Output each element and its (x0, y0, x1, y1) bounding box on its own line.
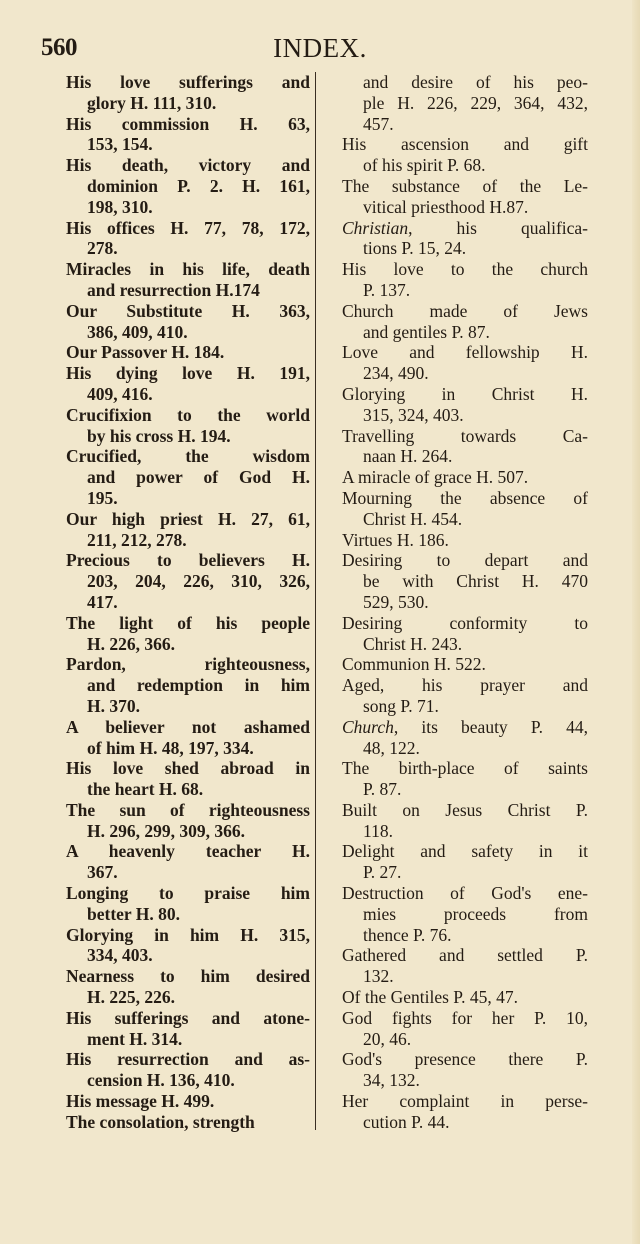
entry-continuation-line: cension H. 136, 410. (87, 1070, 235, 1091)
index-entry (342, 1091, 588, 1133)
index-entry (66, 218, 310, 260)
entry-heading-line: His love sufferings and (66, 72, 310, 92)
entry-heading-line: Miracles in his life, death (66, 259, 310, 280)
entry-heading-line: His death, victory and (66, 155, 310, 176)
entry-heading-line: Desiring conformity to (342, 612, 588, 633)
entry-heading-line: His ascension and gift (342, 134, 588, 155)
index-entry (342, 550, 588, 612)
entry-continuation-line: P. 27. (363, 862, 402, 883)
entry-continuation-line: 457. (363, 113, 394, 134)
entry-heading-line: Crucified, the wisdom (66, 446, 310, 467)
entry-heading-line: His commission H. 63, (66, 113, 310, 134)
index-column-left (66, 72, 310, 1133)
index-entry (342, 613, 588, 655)
index-entry (66, 72, 310, 114)
entry-continuation-line: be with Christ H. 470 (363, 571, 588, 592)
index-entry (66, 966, 310, 1008)
entry-continuation-line: of his spirit P. 68. (363, 155, 486, 176)
index-entry (342, 945, 588, 987)
entry-continuation-line: cution P. 44. (363, 1111, 450, 1132)
entry-continuation-line: and resurrection H.174 (87, 279, 260, 300)
entry-continuation-line: thence P. 76. (363, 924, 452, 945)
index-entry (342, 717, 588, 759)
entry-continuation-line: 203, 204, 226, 310, 326, (87, 571, 310, 592)
entry-continuation-line: tions P. 15, 24. (363, 238, 467, 259)
entry-continuation-line: the heart H. 68. (87, 779, 204, 800)
entry-heading-line: Built on Jesus Christ P. (342, 799, 588, 820)
index-entry (342, 218, 588, 260)
entry-continuation-line: 278. (87, 238, 118, 259)
entry-heading-line: Gathered and settled P. (342, 945, 588, 966)
entry-heading-line: God's presence there P. (342, 1049, 588, 1070)
index-entry (66, 1008, 310, 1050)
index-entry (66, 717, 310, 759)
entry-continuation-line: and power of God H. (87, 467, 310, 488)
entry-continuation-line: 48, 122. (363, 737, 420, 758)
index-entry (66, 405, 310, 447)
index-entry (342, 654, 588, 675)
entry-continuation-line: 211, 212, 278. (87, 529, 187, 550)
entry-continuation-line: 367. (87, 862, 118, 883)
index-entry (342, 987, 588, 1008)
index-entry (66, 800, 310, 842)
index-entry (66, 883, 310, 925)
index-entry (342, 342, 588, 384)
entry-continuation-line: better H. 80. (87, 903, 180, 924)
index-entry (342, 134, 588, 176)
entry-heading-line: Delight and safety in it (342, 841, 588, 862)
entry-heading-line: The substance of the Le- (342, 175, 588, 196)
entry-heading-line: Crucifixion to the world (66, 404, 310, 425)
entry-heading-line: Longing to praise him (66, 883, 310, 904)
index-entry (342, 384, 588, 426)
entry-heading-line: Mourning the absence of (342, 487, 588, 508)
entry-heading-line: His message H. 499. (66, 1091, 215, 1112)
entry-heading-line (342, 218, 588, 239)
entry-continuation-line: 386, 409, 410. (87, 321, 188, 342)
entry-continuation-line: 198, 310. (87, 196, 153, 217)
entry-heading-line: The consolation, strength (66, 1111, 255, 1132)
entry-text: , its beauty P. 44, (393, 716, 588, 737)
index-entry (66, 155, 310, 217)
entry-heading-line: Communion H. 522. (342, 654, 486, 675)
index-entry (342, 758, 588, 800)
index-entry (66, 509, 310, 551)
entry-continuation-line: 153, 154. (87, 134, 153, 155)
index-entry (342, 841, 588, 883)
entry-continuation-line: and redemption in him (87, 675, 310, 696)
entry-heading-line: Our Substitute H. 363, (66, 300, 310, 321)
index-entry (342, 675, 588, 717)
entry-heading-line: The birth-place of saints (342, 758, 588, 779)
index-entry (66, 613, 310, 655)
entry-continuation-line: by his cross H. 194. (87, 425, 231, 446)
index-entry (66, 1112, 310, 1133)
column-divider (315, 72, 316, 1130)
entry-heading-line: Virtues H. 186. (342, 529, 449, 550)
entry-continuation-line: 195. (87, 487, 118, 508)
entry-heading-line: His sufferings and atone- (66, 1007, 310, 1028)
index-entry (66, 259, 310, 301)
entry-heading-line: His love to the church (342, 259, 588, 280)
entry-continuation-line: 529, 530. (363, 591, 429, 612)
entry-continuation-line: and gentiles P. 87. (363, 321, 490, 342)
entry-heading-line: Glorying in Christ H. (342, 383, 588, 404)
index-entry (342, 800, 588, 842)
entry-continuation-line: H. 370. (87, 695, 140, 716)
entry-heading-line: Love and fellowship H. (342, 342, 588, 363)
index-entry (66, 1091, 310, 1112)
entry-heading-line: A miracle of grace H. 507. (342, 467, 529, 488)
entry-heading-line: Nearness to him desired (66, 966, 310, 987)
entry-continuation-line: 417. (87, 591, 118, 612)
entry-continuation-line: Christ H. 454. (363, 508, 463, 529)
entry-continuation-line: dominion P. 2. H. 161, (87, 175, 310, 196)
entry-heading-line: His resurrection and as- (66, 1049, 310, 1070)
running-head-title: INDEX. (273, 33, 367, 63)
entry-continuation-line: naan H. 264. (363, 446, 453, 467)
entry-lead-term: Church (342, 716, 394, 737)
index-entry (66, 1049, 310, 1091)
entry-continuation-line: 20, 46. (363, 1028, 412, 1049)
index-entry (66, 654, 310, 716)
entry-continuation-line: 132. (363, 966, 394, 987)
entry-continuation-line: ment H. 314. (87, 1028, 183, 1049)
entry-continuation-line: P. 87. (363, 779, 402, 800)
index-entry (342, 530, 588, 551)
entry-heading-line: Destruction of God's ene- (342, 883, 588, 904)
entry-continuation-line: 334, 403. (87, 945, 153, 966)
index-entry (342, 426, 588, 468)
page-number: 560 (41, 34, 77, 61)
entry-heading-line: His dying love H. 191, (66, 363, 310, 384)
index-entry (66, 446, 310, 508)
page-edge (632, 0, 640, 1244)
index-entry (342, 1008, 588, 1050)
entry-continuation-line: H. 296, 299, 309, 366. (87, 820, 245, 841)
index-entry (342, 1049, 588, 1091)
index-entry (342, 883, 588, 945)
entry-heading-line: The sun of righteousness (66, 799, 310, 820)
entry-continuation-line: 234, 490. (363, 363, 429, 384)
entry-continuation-line: Christ H. 243. (363, 633, 463, 654)
entry-heading-line: Precious to believers H. (66, 550, 310, 571)
index-entry (342, 467, 588, 488)
index-entry (342, 176, 588, 218)
entry-heading-line: Desiring to depart and (342, 550, 588, 571)
entry-heading-line: Aged, his prayer and (342, 675, 588, 696)
entry-heading-line: Our Passover H. 184. (66, 342, 225, 363)
entry-continuation-line: song P. 71. (363, 695, 439, 716)
entry-continuation-line: 315, 324, 403. (363, 404, 464, 425)
index-entry (66, 925, 310, 967)
entry-heading-line: The light of his people (66, 612, 310, 633)
entry-continuation-line: H. 226, 366. (87, 633, 175, 654)
entry-heading-line: God fights for her P. 10, (342, 1007, 588, 1028)
entry-heading-line: Her complaint in perse- (342, 1091, 588, 1112)
entry-continuation-line: 409, 416. (87, 383, 153, 404)
index-entry (342, 259, 588, 301)
entry-continuation-line: of him H. 48, 197, 334. (87, 737, 254, 758)
entry-heading-line: Our high priest H. 27, 61, (66, 508, 310, 529)
index-entry (342, 72, 588, 134)
entry-lead-term: Christian (342, 217, 409, 238)
index-entry (66, 841, 310, 883)
entry-heading-line: Pardon, righteousness, (66, 654, 310, 675)
entry-heading-line: His love shed abroad in (66, 758, 310, 779)
entry-continuation-line: 118. (363, 820, 393, 841)
entry-heading-line: Church made of Jews (342, 300, 588, 321)
index-entry (66, 758, 310, 800)
entry-continuation-line: glory H. 111, 310. (87, 92, 217, 113)
entry-continuation-line: ple H. 226, 229, 364, 432, (363, 92, 588, 113)
index-entry (342, 488, 588, 530)
index-entry (66, 114, 310, 156)
entry-heading-line: A believer not ashamed (66, 716, 310, 737)
entry-heading-line: His offices H. 77, 78, 172, (66, 217, 310, 238)
entry-continuation-line: H. 225, 226. (87, 987, 175, 1008)
index-entry (66, 550, 310, 612)
entry-continuation-line: vitical priesthood H.87. (363, 196, 529, 217)
index-entry (66, 301, 310, 343)
entry-heading-line: Of the Gentiles P. 45, 47. (342, 987, 518, 1008)
index-entry (66, 363, 310, 405)
entry-heading-line: Travelling towards Ca- (342, 425, 588, 446)
entry-continuation-line: 34, 132. (363, 1070, 420, 1091)
entry-heading-line: A heavenly teacher H. (66, 841, 310, 862)
entry-heading-line (342, 717, 588, 738)
entry-continuation-line: and desire of his peo- (363, 72, 588, 92)
entry-heading-line: Glorying in him H. 315, (66, 924, 310, 945)
entry-continuation-line: P. 137. (363, 279, 411, 300)
index-entry (66, 342, 310, 363)
index-entry (342, 301, 588, 343)
entry-text: , his qualifica- (408, 217, 588, 238)
entry-continuation-line: mies proceeds from (363, 903, 588, 924)
index-column-right (342, 72, 588, 1133)
